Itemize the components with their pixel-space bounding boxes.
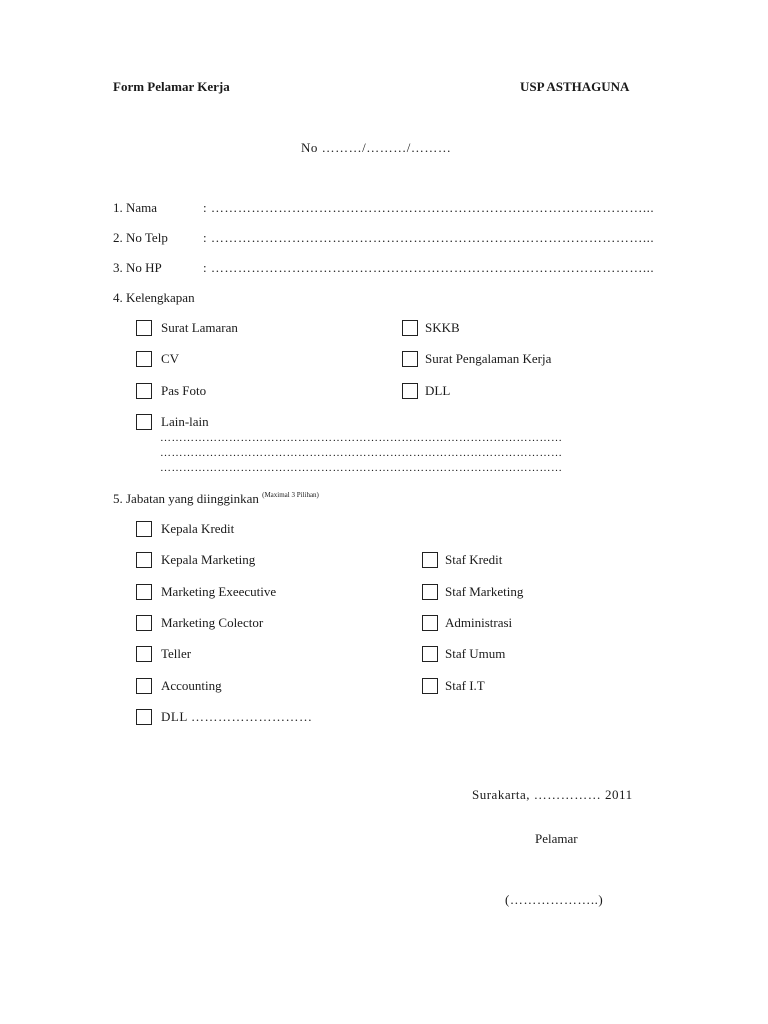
- checkbox-marketing-executive[interactable]: [136, 584, 152, 600]
- checkbox-jabatan-dll[interactable]: [136, 709, 152, 725]
- lain-lain-line-1[interactable]: ……………………………………………………………………………………………: [160, 432, 563, 444]
- checkbox-label-surat-pengalaman-kerja: Surat Pengalaman Kerja: [425, 351, 552, 366]
- checkbox-surat-pengalaman-kerja[interactable]: [402, 351, 418, 367]
- signature-line[interactable]: (………………..): [505, 892, 604, 907]
- checkbox-kepala-marketing[interactable]: [136, 552, 152, 568]
- form-title: Form Pelamar Kerja: [113, 79, 230, 94]
- checkbox-label-dll: DLL: [425, 383, 451, 398]
- checkbox-marketing-colector[interactable]: [136, 615, 152, 631]
- checkbox-staf-kredit[interactable]: [422, 552, 438, 568]
- lain-lain-line-2[interactable]: ……………………………………………………………………………………………: [160, 447, 563, 459]
- field-input-no-telp[interactable]: : ……………………………………………………………………………………...: [203, 230, 655, 245]
- checkbox-dll[interactable]: [402, 383, 418, 399]
- checkbox-cv[interactable]: [136, 351, 152, 367]
- checkbox-label-staf-marketing: Staf Marketing: [445, 584, 524, 599]
- place-date[interactable]: Surakarta, …………… 2011: [472, 787, 633, 802]
- checkbox-label-teller: Teller: [161, 646, 192, 661]
- checkbox-label-staf-umum: Staf Umum: [445, 646, 506, 661]
- jabatan-note: (Maximal 3 Pilihan): [262, 491, 319, 499]
- checkbox-label-lain-lain: Lain-lain: [161, 414, 209, 429]
- checkbox-label-marketing-colector: Marketing Colector: [161, 615, 264, 630]
- checkbox-label-jabatan-dll[interactable]: DLL ………………………: [161, 709, 313, 724]
- signer-label: Pelamar: [535, 831, 578, 846]
- checkbox-accounting[interactable]: [136, 678, 152, 694]
- checkbox-label-marketing-executive: Marketing Exeecutive: [161, 584, 277, 599]
- checkbox-label-accounting: Accounting: [161, 678, 222, 693]
- form-number[interactable]: No ………/………/………: [301, 140, 452, 155]
- checkbox-staf-marketing[interactable]: [422, 584, 438, 600]
- checkbox-staf-umum[interactable]: [422, 646, 438, 662]
- checkbox-label-skkb: SKKB: [425, 320, 460, 335]
- checkbox-teller[interactable]: [136, 646, 152, 662]
- checkbox-label-administrasi: Administrasi: [445, 615, 513, 630]
- checkbox-label-cv: CV: [161, 351, 180, 366]
- company-name: USP ASTHAGUNA: [520, 79, 630, 94]
- field-label-no-hp: 3. No HP: [113, 260, 162, 275]
- checkbox-administrasi[interactable]: [422, 615, 438, 631]
- field-label-no-telp: 2. No Telp: [113, 230, 168, 245]
- checkbox-label-staf-kredit: Staf Kredit: [445, 552, 503, 567]
- kelengkapan-heading: 4. Kelengkapan: [113, 290, 195, 305]
- checkbox-label-kepala-kredit: Kepala Kredit: [161, 521, 235, 536]
- checkbox-label-kepala-marketing: Kepala Marketing: [161, 552, 256, 567]
- checkbox-kepala-kredit[interactable]: [136, 521, 152, 537]
- checkbox-skkb[interactable]: [402, 320, 418, 336]
- jabatan-heading: [113, 491, 319, 507]
- lain-lain-line-3[interactable]: ……………………………………………………………………………………………: [160, 462, 563, 474]
- jabatan-heading-text: 5. Jabatan yang diingginkan: [113, 491, 259, 506]
- field-label-nama: 1. Nama: [113, 200, 158, 215]
- checkbox-label-surat-lamaran: Surat Lamaran: [161, 320, 238, 335]
- field-input-nama[interactable]: : ……………………………………………………………………………………...: [203, 200, 655, 215]
- checkbox-lain-lain[interactable]: [136, 414, 152, 430]
- checkbox-label-pas-foto: Pas Foto: [161, 383, 207, 398]
- field-input-no-hp[interactable]: : ……………………………………………………………………………………...: [203, 260, 655, 275]
- checkbox-pas-foto[interactable]: [136, 383, 152, 399]
- checkbox-staf-it[interactable]: [422, 678, 438, 694]
- checkbox-surat-lamaran[interactable]: [136, 320, 152, 336]
- checkbox-label-staf-it: Staf I.T: [445, 678, 485, 693]
